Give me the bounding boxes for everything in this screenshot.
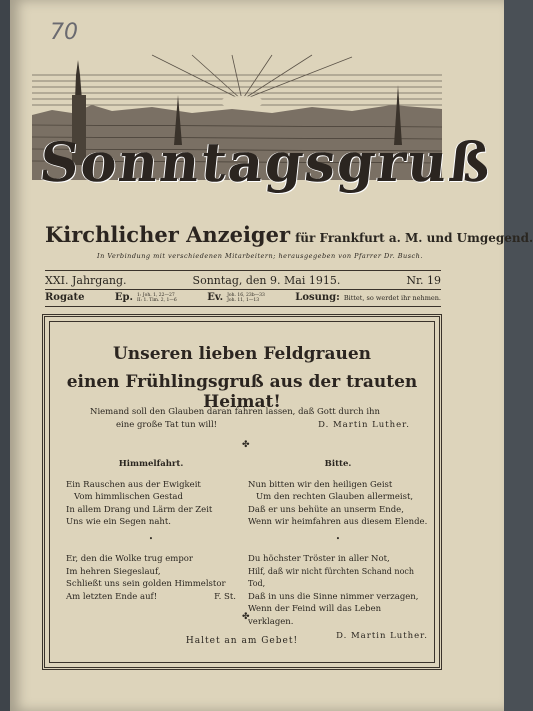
poem-left [66,458,236,603]
subtitle-main: Kirchlicher Anzeiger [45,222,291,247]
headline-1: Unseren lieben Feldgrauen [112,344,372,364]
issue-number: Nr. 19 [406,274,441,287]
ornament-divider-icon: ✤ [242,612,250,622]
readings-line [45,292,441,303]
luther-quote [90,406,410,432]
sunday-name: Rogate [45,292,85,303]
losung-text: Bittet, so werdet ihr nehmen. [343,293,441,302]
poem-right-title: Bitte. [324,459,352,469]
bottom-rule [45,306,441,307]
headline-2: einen Frühlingsgruß aus der trauten Heimat! [66,372,418,412]
poem-line: Ein Rauschen aus der Ewigkeit [66,479,201,490]
gospel-group [207,292,265,303]
poem-right-author: D. Martin Luther. [336,631,428,641]
newspaper-title: Sonntagsgruß [36,130,496,194]
epistle-label: Ep. [114,292,133,303]
poem-line: Daß in uns die Sinne nimmer verzagen, [248,591,419,602]
issue-date: Sonntag, den 9. Mai 1915. [192,274,341,287]
epistle-ref-2: II: 1. Tim. 2, 1—6 [137,297,177,303]
closing-line: Haltet an am Gebet! [185,636,299,646]
ornament-divider-icon: ✤ [242,440,250,450]
poem-line: Nun bitten wir den heiligen Geist [248,479,393,490]
gospel-label: Ev. [207,292,224,303]
poem-line: Uns wie ein Segen naht. [66,517,171,527]
poem-line: Daß er uns behüte an unserm Ende, [248,504,404,515]
poem-line: Um den rechten Glauben allermeist, [256,492,414,502]
poem-line: Du höchster Tröster in aller Not, [248,554,390,564]
quote-line-1: Niemand soll den Glauben daran fahren lassen, daß Gott durch ihn [90,407,381,417]
poem-line: Vom himmlischen Gestad [74,492,183,502]
poem-line: Im hehren Siegeslauf, [66,566,161,577]
subtitle-region: für Frankfurt a. M. und Umgegend. [295,231,533,245]
poem-right [248,458,428,643]
article-frame [42,314,442,670]
epistle-ref-1: 1: Joh. 1, 22—27 [137,292,175,298]
middle-rule [45,289,441,290]
poem-line: In allem Drang und Lärm der Zeit [66,504,213,515]
small-ornament-icon: • [335,534,341,543]
poem-line: Wenn wir heimfahren aus diesem Elende. [248,517,428,527]
poem-line: Hilf, daß wir nicht fürchten Schand noch Tod, [248,566,415,588]
top-rule [45,270,441,271]
gospel-ref-2: Joh. 11, 1—13 [227,297,260,303]
masthead-subtitle [45,222,533,247]
quote-line-2: eine große Tat tun will! [116,420,218,430]
volume: XXI. Jahrgang. [45,274,127,287]
poem-left-title: Himmelfahrt. [118,459,184,469]
poem-line: Er, den die Wolke trug empor [66,554,193,564]
epistle-group [115,292,177,303]
poem-line: Wenn der Feind will das Leben verklagen. [248,604,382,627]
book-spine [0,0,10,711]
gospel-ref-1: Joh. 16, 23b—33 [227,292,265,298]
issue-info [45,274,441,287]
poem-left-signature: F. St. [214,591,236,602]
quote-author: D. Martin Luther. [318,420,410,430]
collaboration-line: In Verbindung mit verschiedenen Mitarbeitern; herausgegeben von Pfarrer Dr. Busch. [97,252,423,260]
poem-line: Schließt uns sein golden Himmelstor [66,579,226,589]
pencil-annotation: 70 [50,20,78,45]
losung-label: Losung: [295,292,340,303]
poem-line: Am letzten Ende auf! [66,591,158,602]
newspaper-page [10,0,533,711]
losung-group [295,292,441,303]
small-ornament-icon: • [148,534,154,543]
